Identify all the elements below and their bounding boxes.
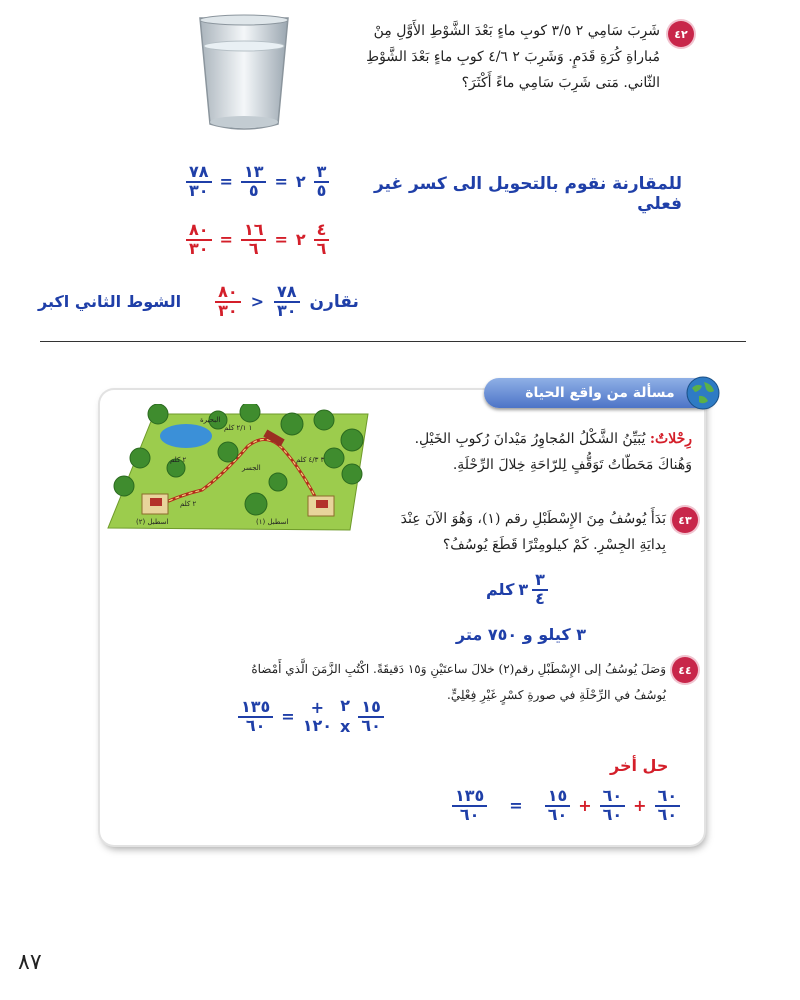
section-banner — [484, 378, 716, 408]
alt-fraction-b: $\frac{٦٠}{٦٠}$ — [600, 788, 626, 824]
trips-intro-text-1: يُبَيِّنُ الشَّكْلُ المُجاوِرُ مَيْدانَ رُكوبِ الخَيْلِ. — [414, 431, 646, 447]
question-number-42: ٤٢ — [668, 21, 694, 47]
question-43-line-2: بِدايَةِ الجِسْرِ. كَمْ كيلومِتْرًا قَطَعَ يُوسُفُ؟ — [442, 537, 666, 553]
trips-intro-line-2: وَهُناكَ مَحَطّاتُ تَوَقُّفٍ لِلرّاحَةِ خِلالَ الرِّحْلَةِ. — [452, 457, 692, 473]
row2-mixed-fraction: $\frac{٤}{٦}$ — [314, 222, 330, 258]
map-label-lake: البحيرة — [200, 416, 221, 424]
row1-final-fraction: $\frac{٧٨}{٣٠}$ — [186, 164, 212, 200]
page-number: ٨٧ — [18, 950, 42, 975]
row2-eq-1: = — [219, 230, 233, 250]
alt-fraction-a: $\frac{٦٠}{٦٠}$ — [655, 788, 681, 824]
question-43-line-1: بَدَأَ يُوسُفُ مِنَ الإِسْطَبْلِ رقم (١)، وَهُوَ الآنَ عِنْدَ — [400, 511, 666, 527]
question-43-answer-text: ٣ كيلو و ٧٥٠ متر — [455, 625, 586, 644]
map-label-dist-top: ١ ٢/١ كلم — [224, 424, 253, 432]
row2-final-fraction: $\frac{٨٠}{٣٠}$ — [186, 222, 212, 258]
map-label-bridge: الجسر — [242, 464, 261, 472]
question-44-line-2: يُوسُفُ في الرِّحْلَةِ في صورةِ كسْرٍ غَيْرِ فِعْلِيٍّ. — [447, 688, 666, 702]
q43-fraction: $\frac{٣}{٤}$ — [532, 572, 548, 608]
horse-trail-map — [106, 404, 370, 534]
q44-work-times: x — [340, 716, 351, 736]
question-43-text — [360, 506, 666, 558]
question-42-line-2: مُباراةِ كُرَةِ قَدَمٍ. وَشَرِبَ ٢ ٤/٦ كوبِ ماءٍ بَعْدَ الشَّوْطِ — [366, 49, 660, 65]
question-44-work — [238, 696, 384, 738]
question-42-text — [310, 18, 660, 96]
row1-mixed-fraction: $\frac{٣}{٥}$ — [314, 164, 330, 200]
q44-work-mid — [303, 699, 332, 734]
q44-work-whole: ٢ — [340, 696, 351, 715]
alt-eq: = — [509, 796, 523, 816]
question-44-text — [251, 656, 666, 708]
row2-eq-2: = — [274, 230, 288, 250]
compare-sign: > — [250, 292, 264, 312]
answer-intro: للمقارنة نقوم بالتحويل الى كسر غير فعلي — [373, 174, 682, 214]
map-label-stable-1: اسطبل (١) — [256, 518, 289, 526]
q44-work-mid-value: ١٢٠ — [302, 715, 332, 735]
question-number-44: ٤٤ — [672, 657, 698, 683]
question-number-43: ٤٣ — [672, 507, 698, 533]
row2-whole: ٢ — [295, 230, 306, 250]
section-divider — [40, 341, 746, 342]
map-label-dist-left: ٢ كلم — [170, 456, 187, 464]
q44-work-plus: + — [310, 698, 325, 718]
question-42-line-3: الثّاني. مَتى شَرِبَ سَامِي ماءً أَكْثَرَ؟ — [461, 75, 660, 91]
trips-label: رِحْلاتٌ: — [649, 431, 692, 447]
trips-intro — [380, 426, 692, 478]
compare-right-fraction: $\frac{٨٠}{٣٠}$ — [215, 284, 241, 320]
map-label-stable-2: اسطبل (٢) — [136, 518, 169, 526]
comparison-row — [38, 284, 359, 320]
alt-plus-2: + — [633, 796, 647, 816]
alt-plus-1: + — [578, 796, 592, 816]
alt-result-fraction: $\frac{١٣٥}{٦٠}$ — [452, 788, 487, 824]
section-banner-title: مسألة من واقع الحياة — [525, 385, 675, 401]
row1-eq-1: = — [219, 172, 233, 192]
row1-improper-fraction: $\frac{١٣}{٥}$ — [241, 164, 267, 200]
row1-eq-2: = — [274, 172, 288, 192]
conversion-row-2 — [186, 222, 329, 258]
question-42-line-1: شَرِبَ سَامِي ٢ ٣/٥ كوبِ ماءٍ بَعْدَ الشَّوْطِ الأَوَّلِ مِنْ — [373, 23, 660, 39]
question-43-answer-mixed — [486, 572, 548, 608]
comparison-conclusion: الشوط الثاني اكبر — [38, 292, 182, 312]
q44-work-eq: = — [281, 707, 295, 727]
alt-solution-label: حل أخر — [610, 756, 669, 775]
map-label-dist-mid: ٣ ٤/٣ كلم — [296, 456, 325, 464]
q44-work-mixed — [340, 696, 350, 738]
compare-label: نقارن — [309, 291, 359, 312]
compare-left-fraction: $\frac{٧٨}{٣٠}$ — [274, 284, 300, 320]
row2-improper-fraction: $\frac{١٦}{٦}$ — [241, 222, 267, 258]
alt-fraction-c: $\frac{١٥}{٦٠}$ — [545, 788, 571, 824]
q44-work-fraction: $\frac{١٥}{٦٠}$ — [358, 699, 384, 735]
conversion-row-1 — [186, 164, 329, 200]
trips-intro-line-1 — [380, 426, 692, 452]
question-44-line-1: وَصَلَ يُوسُفُ إلى الإِسْطَبْلِ رقم(٢) خلالَ ساعتَيْنِ وَ١٥ دَقيقَةً. اكْتُبِ الزَّمَنَ الَّذي أَمْضاهُ — [251, 662, 666, 676]
globe-icon — [686, 376, 720, 410]
q43-unit: كلم — [486, 580, 515, 600]
q43-whole: ٣ — [518, 580, 529, 600]
map-label-dist-bottom: ٢ كلم — [180, 500, 197, 508]
alt-solution-row — [452, 788, 680, 824]
glass-image — [192, 12, 296, 134]
q44-work-result: $\frac{١٣٥}{٦٠}$ — [238, 699, 273, 735]
row1-whole: ٢ — [295, 172, 306, 192]
